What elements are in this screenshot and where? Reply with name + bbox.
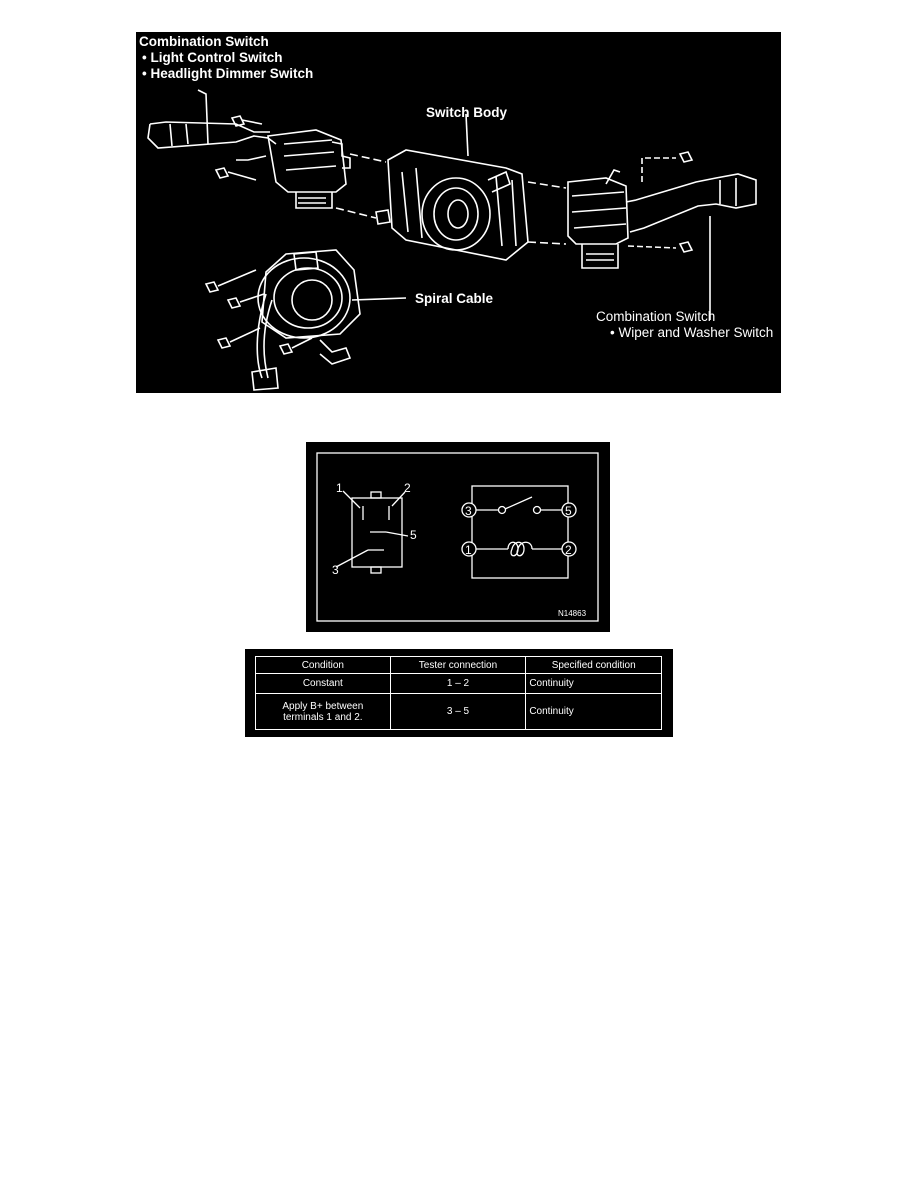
header-tester-connection: Tester connection: [390, 657, 526, 674]
connector-terminal-5: 5: [410, 528, 417, 542]
exploded-view-figure: [136, 32, 781, 393]
label-combination-switch-left: Combination Switch: [139, 34, 269, 49]
cell-condition: [256, 694, 391, 730]
label-headlight-dimmer-switch: • Headlight Dimmer Switch: [142, 66, 314, 81]
spec-table: [255, 656, 662, 730]
header-specified-condition: Specified condition: [526, 657, 662, 674]
connector-terminal-3: 3: [332, 563, 339, 577]
connector-terminal-2: 2: [404, 481, 411, 495]
screw-lower-left: [216, 168, 256, 180]
label-spiral-cable: Spiral Cable: [415, 291, 494, 306]
cell-condition: Constant: [256, 674, 391, 694]
table-row: [256, 674, 662, 694]
circuit-terminal-5: 5: [565, 504, 572, 518]
cell-condition-line1: Apply B+ between: [282, 700, 364, 712]
cell-result: Continuity: [526, 694, 662, 730]
header-condition: Condition: [256, 657, 391, 674]
terminal-blades-top: [363, 506, 389, 520]
left-lever: [148, 124, 276, 148]
label-combination-switch-right: Combination Switch: [596, 309, 716, 324]
spec-table-panel: [245, 649, 673, 737]
switch-body: [388, 150, 528, 260]
spiral-connector: [252, 368, 278, 390]
relay-coil: [508, 542, 532, 556]
relay-diagram-illustration: [306, 442, 610, 632]
connector-terminal-1: 1: [336, 481, 343, 495]
relay-contact-arm: [505, 497, 532, 509]
cell-condition-line2: terminals 1 and 2.: [283, 711, 363, 723]
relay-circuit: [472, 486, 568, 578]
terminal-blades-mid: [368, 532, 386, 550]
circuit-terminal-3: 3: [465, 504, 472, 518]
leader-line-spiral-cable: [352, 298, 406, 300]
label-wiper-washer-switch: • Wiper and Washer Switch: [610, 325, 774, 340]
label-light-control-switch: • Light Control Switch: [142, 50, 283, 65]
screw-lower-right: [680, 242, 692, 252]
cell-connection: 1 – 2: [390, 674, 526, 694]
circuit-terminal-2: 2: [565, 543, 572, 557]
cell-result: Continuity: [526, 674, 662, 694]
relay-diagram-figure: [306, 442, 610, 632]
table-row: [256, 694, 662, 730]
table-header-row: [256, 657, 662, 674]
screw-upper-right: [680, 152, 692, 162]
label-switch-body: Switch Body: [426, 105, 508, 120]
circuit-terminal-1: 1: [465, 543, 472, 557]
figure-code: N14863: [558, 609, 587, 618]
left-switch-housing: [268, 130, 346, 192]
cell-connection: 3 – 5: [390, 694, 526, 730]
leader-line-light-switch: [198, 90, 208, 144]
relay-frame: [317, 453, 598, 621]
